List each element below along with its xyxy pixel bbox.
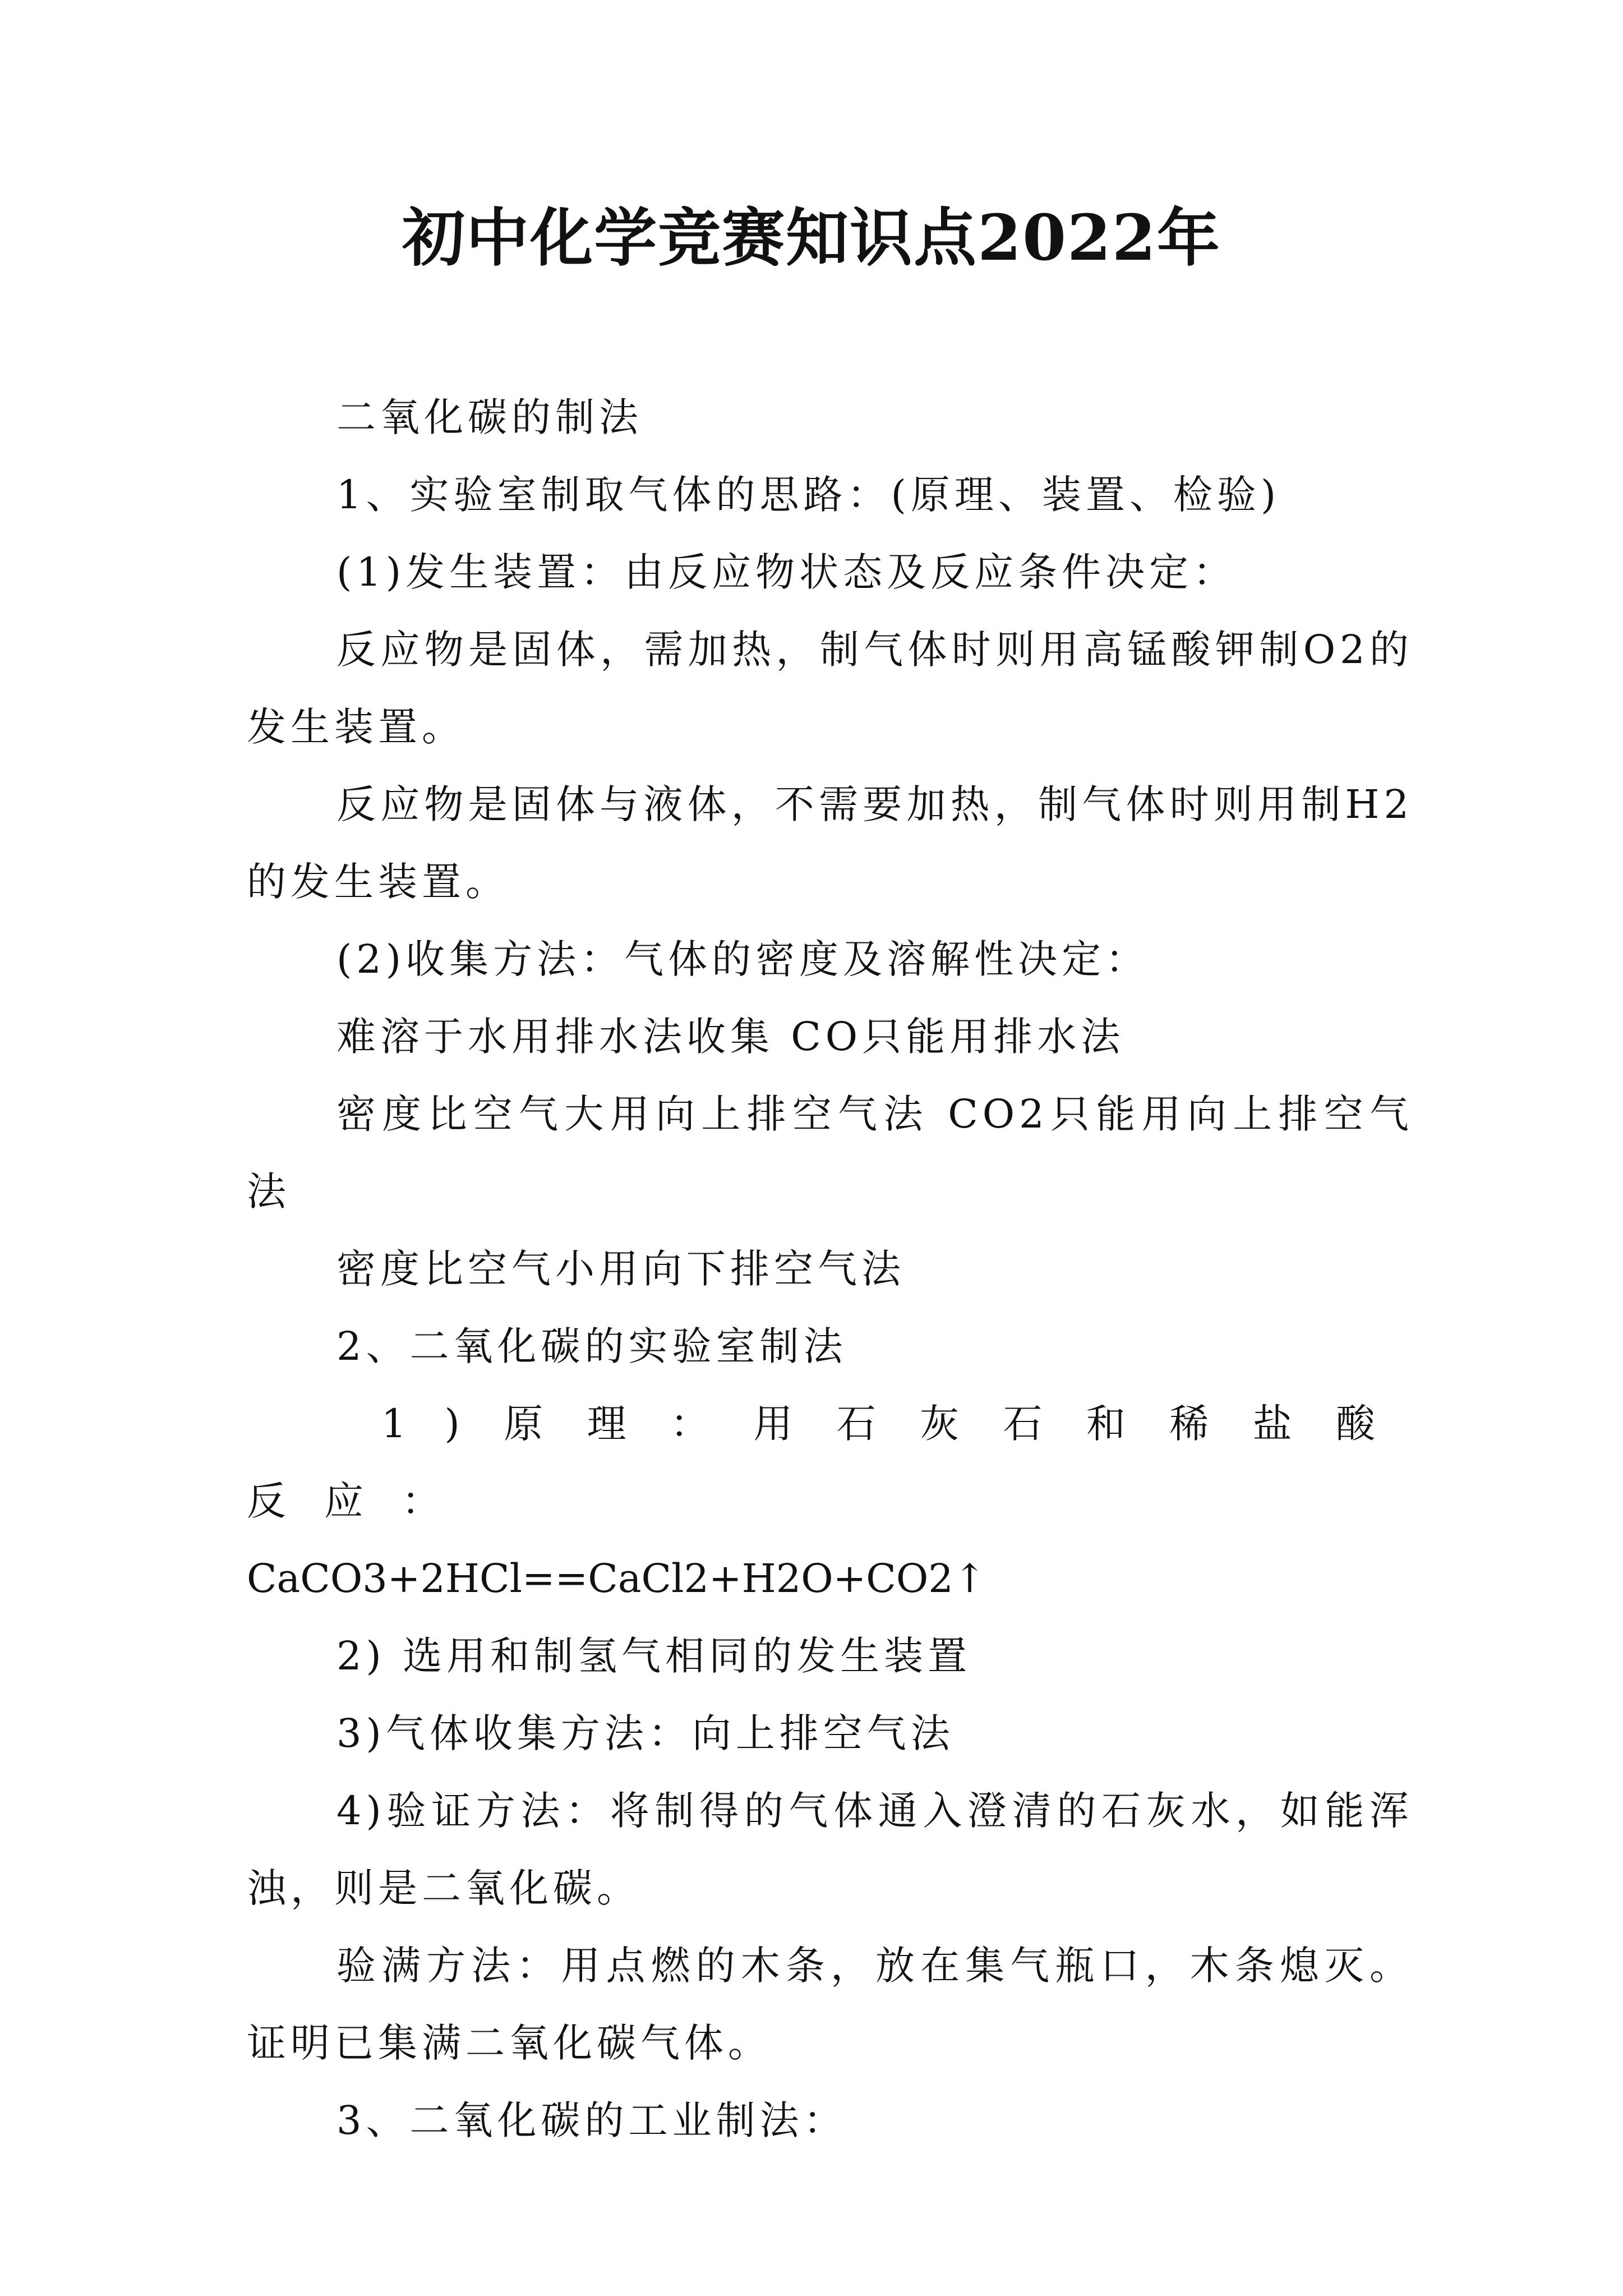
paragraph-13: 2) 选用和制氢气相同的发生装置	[336, 1633, 972, 1679]
paragraph-14: 3)气体收集方法：向上排空气法	[336, 1710, 955, 1756]
paragraph-3: (1)发生装置：由反应物状态及反应条件决定：	[336, 549, 1237, 595]
paragraph-2: 1、实验室制取气体的思路：(原理、装置、检验)	[336, 472, 1281, 518]
paragraph-6: (2)收集方法：气体的密度及溶解性决定：	[336, 936, 1150, 982]
paragraph-5: 反应物是固体与液体，不需要加热，制气体时则用制H2的发生装置。	[247, 781, 1413, 905]
equation-line: CaCO3+2HCl==CaCl2+H2O+CO2↑	[247, 1556, 986, 1602]
paragraph-10: 2、二氧化碳的实验室制法	[336, 1323, 847, 1369]
document-body	[247, 379, 1413, 2159]
paragraph-4: 反应物是固体，需加热，制气体时则用高锰酸钾制O2的发生装置。	[247, 627, 1413, 750]
paragraph-8: 密度比空气大用向上排空气法 CO2只能用向上排空气法	[247, 1091, 1413, 1214]
document-title: 初中化学竞赛知识点2022年	[402, 201, 1221, 275]
paragraph-17: 3、二氧化碳的工业制法：	[336, 2097, 847, 2143]
paragraph-1: 二氧化碳的制法	[336, 394, 643, 440]
paragraph-16: 验满方法：用点燃的木条，放在集气瓶口，木条熄灭。证明已集满二氧化碳气体。	[247, 1943, 1413, 2066]
paragraph-9: 密度比空气小用向下排空气法	[336, 1246, 905, 1292]
paragraph-7: 难溶于水用排水法收集 CO只能用排水法	[336, 1014, 1125, 1060]
paragraph-15: 4)验证方法：将制得的气体通入澄清的石灰水，如能浑浊，则是二氧化碳。	[247, 1788, 1413, 1911]
paragraph-11: 1)原理：用石灰石和稀盐酸反应：	[247, 1401, 1413, 1524]
